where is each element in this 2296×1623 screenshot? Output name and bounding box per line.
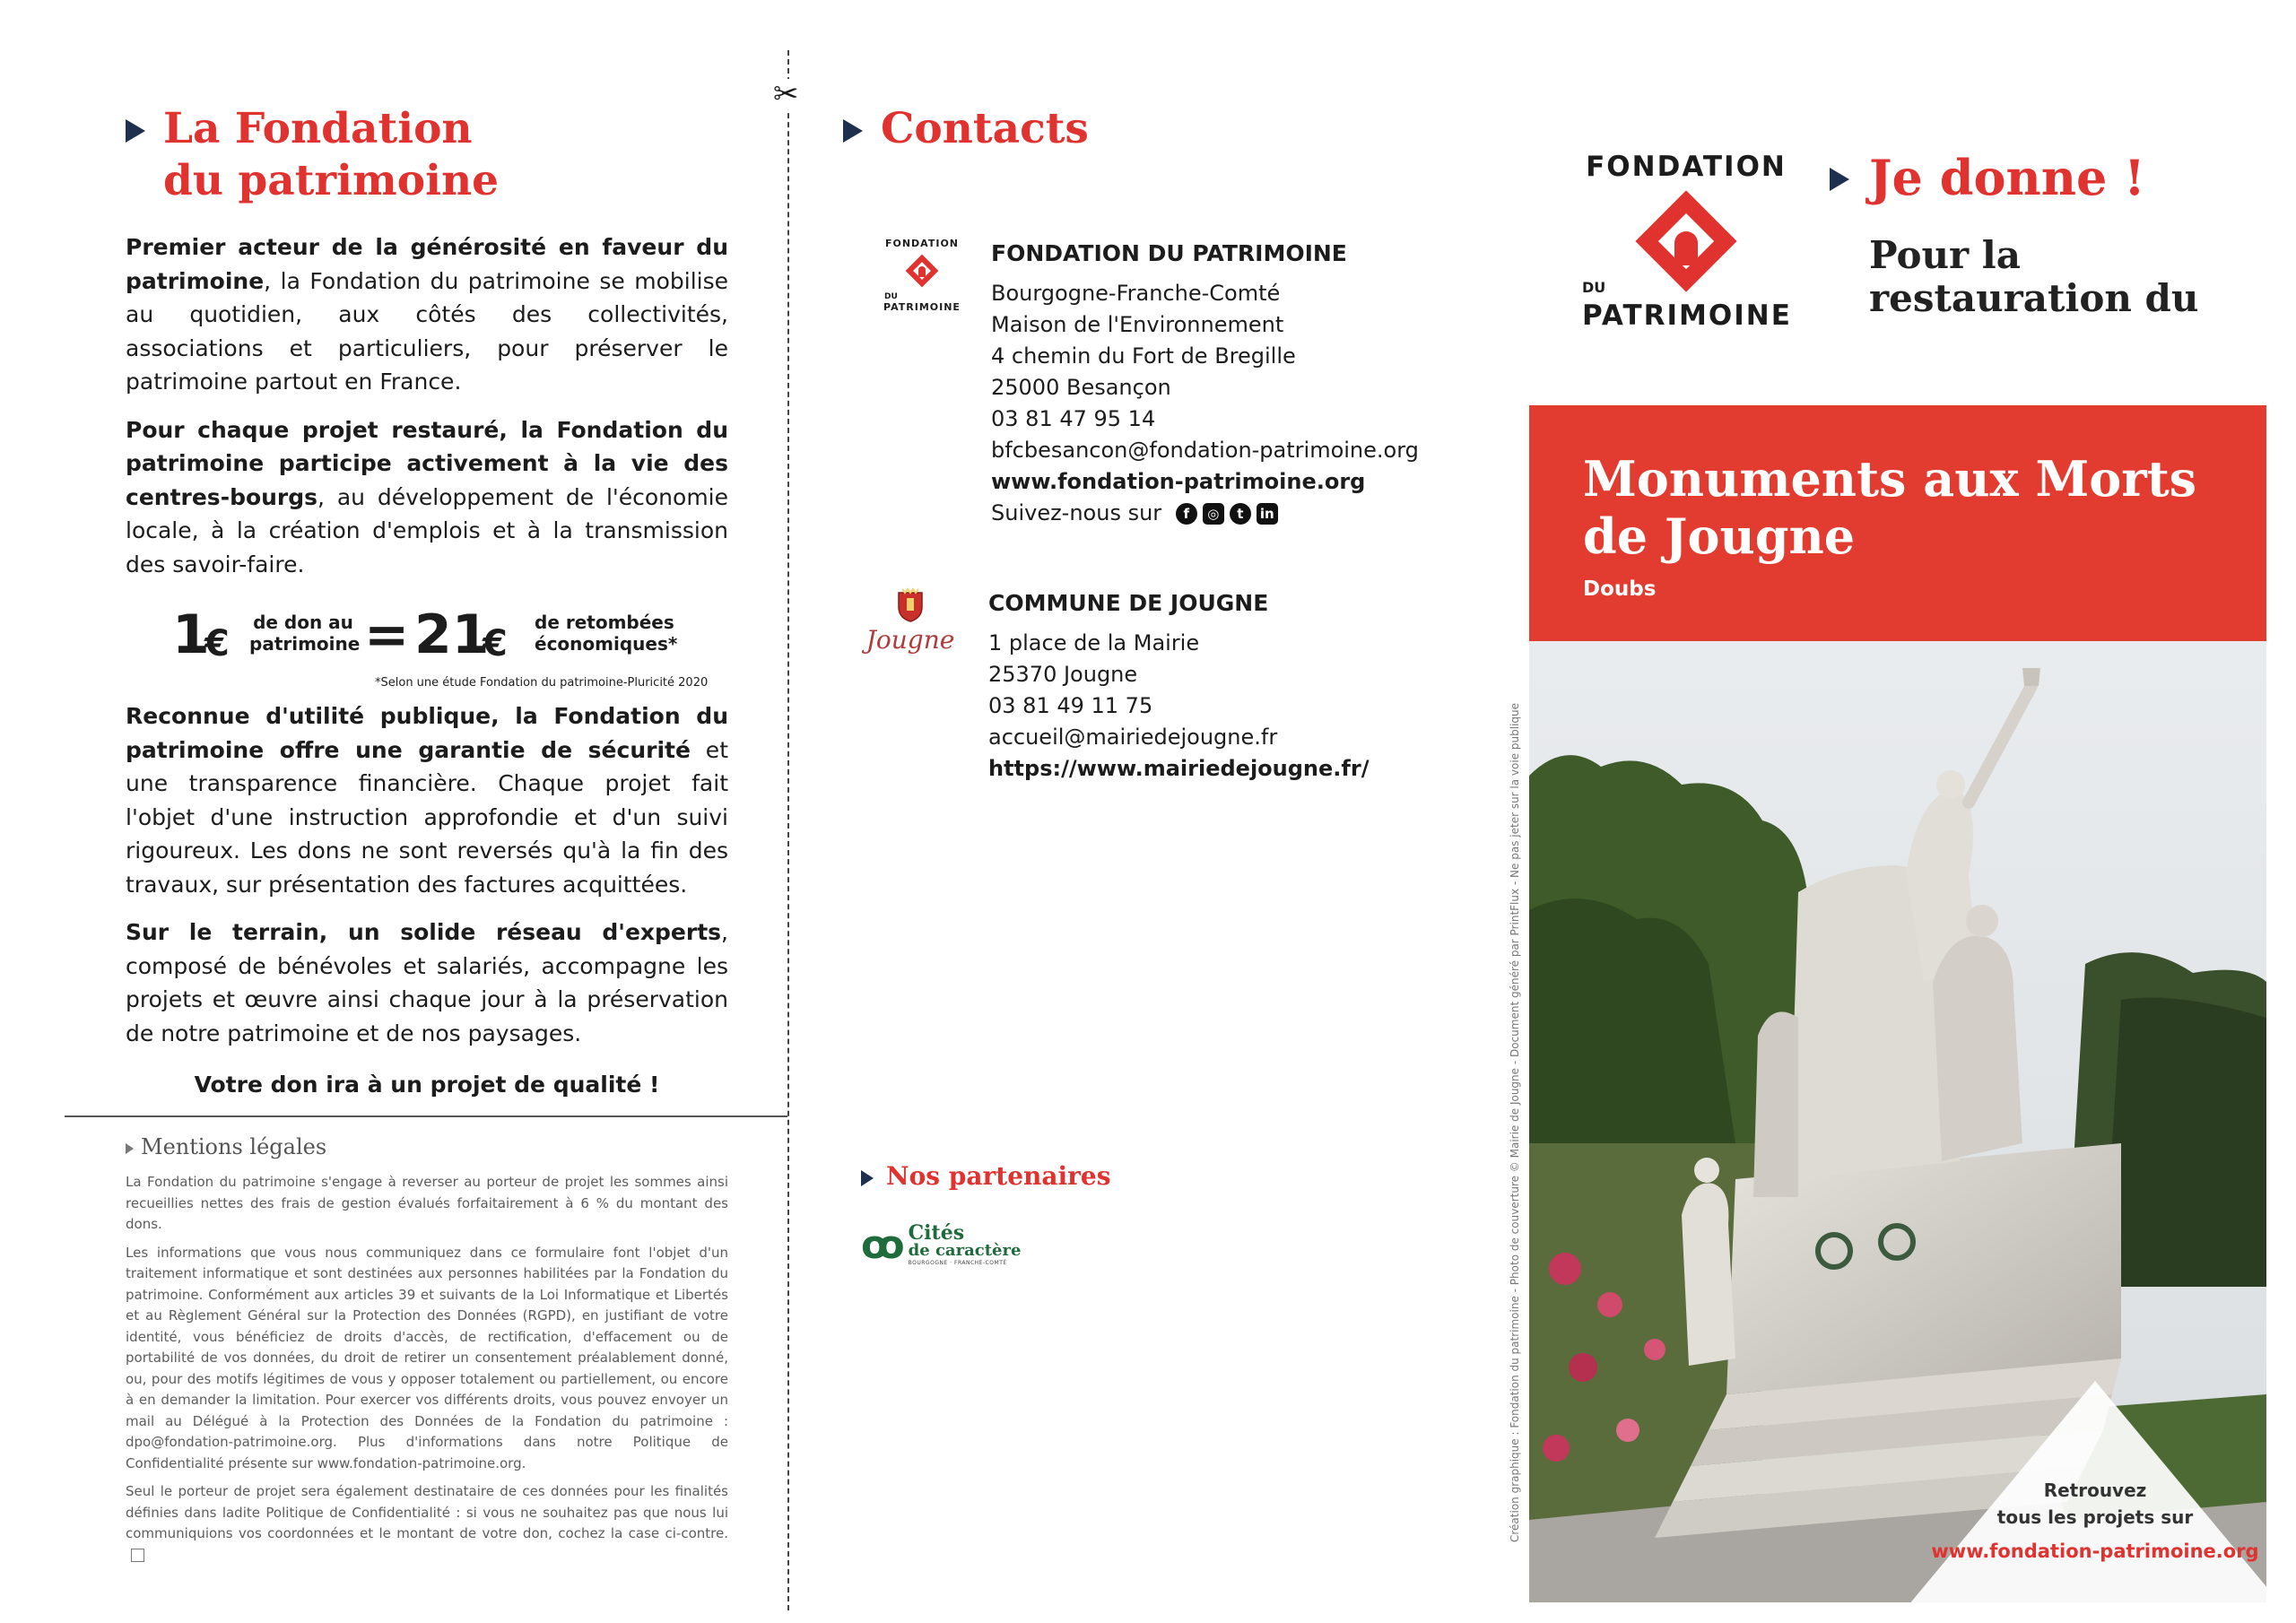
fondation-heading: [126, 103, 728, 207]
quality-statement: Votre don ira à un projet de qualité !: [194, 1072, 660, 1098]
legal-mentions: [126, 1134, 728, 1566]
address-line: 25370 Jougne: [988, 662, 1138, 687]
paragraph-utilite-publique: [126, 699, 728, 901]
projects-promo: [1909, 1381, 2282, 1605]
equation-left-label1: de don au: [253, 612, 353, 633]
vertical-credit-text: Création graphique : Fondation du patrimoine - Photo de couverture © Mairie de Jougne - Document généré par PrintFlux - Ne pas jeter sur la voie publique: [1509, 702, 1521, 1542]
follow-label: Suivez-nous sur: [991, 500, 1162, 525]
equation-left-value: 1: [172, 603, 210, 666]
contact-name: FONDATION DU PATRIMOINE: [991, 240, 1347, 266]
logo-mark: [1582, 183, 1790, 299]
cites-word-line2: de caractère: [908, 1241, 1022, 1260]
fondation-details: [126, 699, 728, 1050]
logo-text-bottom: PATRIMOINE: [883, 301, 961, 313]
legal-heading: [126, 1134, 728, 1159]
contacts-heading-text: Contacts: [881, 104, 1089, 153]
social-icons: [1176, 503, 1278, 525]
jougne-crest-icon: [895, 587, 926, 623]
project-title-line1: Monuments aux Morts: [1583, 450, 2197, 508]
fondation-diamond-icon: [1628, 183, 1744, 299]
address-line: 4 chemin du Fort de Bregille: [991, 343, 1296, 369]
scissors-icon: ✂: [773, 76, 799, 112]
paragraph-text: et une transparence financière. Chaque projet fait l'objet d'une instruction approfondie et d'un suivi rigoureux. Les dons ne sont reversés qu'à la fin des travaux, sur présentation des factures acquittées.: [126, 736, 728, 898]
bullet-triangle-icon: [861, 1170, 874, 1186]
promo-website-link[interactable]: www.fondation-patrimoine.org: [1931, 1541, 2259, 1562]
cites-subtitle: BOURGOGNE · FRANCHE-COMTÉ: [908, 1260, 1007, 1266]
logo-text-du: DU: [884, 292, 898, 301]
fondation-intro: [126, 230, 728, 581]
commune-contact-details: [988, 587, 1473, 785]
restoration-line1: Pour la: [1869, 233, 2021, 277]
equation-right-value: 21: [414, 603, 490, 666]
paragraph-reseau-experts: [126, 916, 728, 1050]
euro-symbol: €: [204, 623, 230, 664]
cites-word-line1: Cités: [908, 1221, 965, 1245]
address-line: Maison de l'Environnement: [991, 312, 1284, 337]
equation-equals: =: [364, 603, 410, 666]
paragraph-bold: Premier acteur de la générosité en faveur du patrimoine: [126, 234, 728, 294]
partners-heading-text: Nos partenaires: [886, 1161, 1111, 1191]
address-line: 1 place de la Mairie: [988, 630, 1200, 655]
logo-text-top: FONDATION: [1586, 151, 1787, 183]
partners-heading: [861, 1161, 1110, 1191]
donate-heading: [1830, 148, 2198, 207]
fondation-logo: [1582, 151, 1790, 332]
legal-paragraph: La Fondation du patrimoine s'engage à reverser au porteur de projet les sommes ainsi recueillies nettes des frais de gestion évalués forfaitairement à 6 % du montant des dons.: [126, 1174, 728, 1232]
promo-line1: Retrouvez: [2043, 1480, 2147, 1501]
contacts-heading: [843, 103, 1471, 155]
project-department: Doubs: [1583, 577, 1657, 601]
website-link[interactable]: www.fondation-patrimoine.org: [991, 469, 1366, 494]
fondation-logo-small: [879, 238, 965, 313]
bullet-triangle-icon: [1830, 168, 1849, 191]
fondation-contact-details: [991, 238, 1475, 529]
paragraph-text: , composé de bénévoles et salariés, accompagne les projets et œuvre ainsi chaque jour à la préservation de notre patrimoine et de nos paysages.: [126, 919, 728, 1046]
restoration-line2: restauration du: [1869, 276, 2199, 320]
legal-consent-text: Seul le porteur de projet sera également destinataire de ces données pour les finalités définies dans ladite Politique de Confidentialité : si vous ne souhaitez pas que nous lui communiquions vos coordonnées et le montant de votre don, cochez la case ci-contre.: [126, 1483, 728, 1541]
partners-heading-text-wrap: [861, 1161, 1110, 1191]
donate-heading-block: [1830, 148, 2198, 320]
cites-wordmark: [908, 1221, 1022, 1266]
consent-checkbox[interactable]: [131, 1549, 144, 1562]
linkedin-icon[interactable]: in: [1257, 503, 1278, 525]
cites-emblem-icon: ꝏ: [861, 1221, 905, 1268]
donate-heading-text: Je donne !: [1869, 149, 2145, 206]
fold-line: [787, 50, 789, 1610]
facebook-icon[interactable]: f: [1176, 503, 1197, 525]
paragraph-text: , la Fondation du patrimoine se mobilise au quotidien, aux côtés des collectivités, associations et particuliers, pour préserver le patrimoine partout en France.: [126, 267, 728, 395]
paragraph-premier-acteur: [126, 230, 728, 399]
restoration-subtitle: [1869, 234, 2198, 320]
phone-number: 03 81 47 95 14: [991, 406, 1156, 431]
legal-paragraph-consent: [126, 1481, 728, 1566]
email-link[interactable]: bfcbesancon@fondation-patrimoine.org: [991, 438, 1419, 463]
instagram-icon[interactable]: ◎: [1203, 503, 1224, 525]
fondation-diamond-icon: [902, 251, 942, 291]
contact-commune: [843, 587, 1471, 820]
fondation-heading-line1: La Fondation: [163, 104, 473, 153]
bullet-triangle-icon: [843, 119, 863, 143]
legal-heading-text: Mentions légales: [141, 1134, 327, 1159]
fondation-panel: [126, 103, 728, 1098]
bullet-triangle-icon: [126, 1143, 134, 1154]
legal-paragraph: Les informations que vous nous communiquez dans ce formulaire font l'objet d'un traitement informatique et sont destinées aux personnes habilitées par la Fondation du patrimoine. Conformément aux articles 39 et suivants de la Loi Informatique et Libertés et au Règlement Général sur la Protection des Données (RGPD), en justifiant de votre identité, vous bénéficiez de droits d'accès, de rectification, d'effacement ou de portabilité de vos données, du droit de retirer un consentement préalablement donné, ou, pour des motifs légitimes de vous y opposer totalement ou partiellement, ou encore à en demander la limitation. Pour exercer vos différents droits, vous pouvez envoyer un mail au Délégué à la Protection des Données de la Fondation du patrimoine : dpo@fondation-patrimoine.org. Plus d'informations dans notre Politique de Confidentialité présente sur www.fondation-patrimoine.org.: [126, 1244, 728, 1471]
equation-footnote: *Selon une étude Fondation du patrimoine-Pluricité 2020: [375, 676, 709, 690]
euro-symbol: €: [483, 623, 508, 664]
email-link[interactable]: accueil@mairiedejougne.fr: [988, 725, 1278, 750]
project-title-line2: de Jougne: [1583, 508, 1856, 565]
project-title: [1583, 450, 2213, 565]
contact-fondation: [843, 238, 1471, 551]
cites-de-caractere-logo: [861, 1221, 1022, 1268]
contacts-panel: [843, 103, 1471, 781]
jougne-logo: [861, 587, 960, 655]
divider: [65, 1115, 787, 1117]
equation-right-label2: économiques*: [535, 633, 678, 655]
promo-line2: tous les projets sur: [1996, 1506, 2194, 1528]
paragraph-bold: Pour chaque projet restauré, la Fondation du patrimoine participe activement à la vie des centres-bourgs: [126, 416, 728, 510]
equation-right-label1: de retombées: [535, 612, 674, 633]
paragraph-bold: Sur le terrain, un solide réseau d'experts: [126, 919, 722, 945]
logo-text-bottom: PATRIMOINE: [1582, 299, 1792, 332]
twitter-icon[interactable]: t: [1230, 503, 1251, 525]
phone-number: 03 81 49 11 75: [988, 693, 1153, 718]
fondation-heading-line2: du patrimoine: [163, 156, 500, 205]
social-row: [991, 498, 1475, 529]
address-line: Bourgogne-Franche-Comté: [991, 281, 1281, 306]
jougne-logo-text: Jougne: [865, 625, 955, 655]
address-line: 25000 Besançon: [991, 375, 1171, 400]
legal-text: [126, 1172, 728, 1566]
equation-left-label: [249, 612, 361, 655]
logo-text-du: DU: [1582, 279, 1606, 296]
equation-left-label2: patrimoine: [249, 633, 361, 655]
contact-name: COMMUNE DE JOUGNE: [988, 590, 1269, 616]
paragraph-text: , au développement de l'économie locale, à la création d'emplois et à la transmission des savoir-faire.: [126, 483, 728, 577]
bullet-triangle-icon: [126, 119, 145, 143]
paragraph-bold: Reconnue d'utilité publique, la Fondation du patrimoine offre une garantie de sécurité: [126, 703, 728, 763]
equation-right-label: [535, 612, 677, 655]
donation-equation: [126, 601, 728, 690]
project-banner: [1529, 405, 2266, 641]
website-link[interactable]: https://www.mairiedejougne.fr/: [988, 756, 1370, 781]
logo-text-top: FONDATION: [884, 238, 959, 249]
paragraph-projet-restaure: [126, 413, 728, 582]
